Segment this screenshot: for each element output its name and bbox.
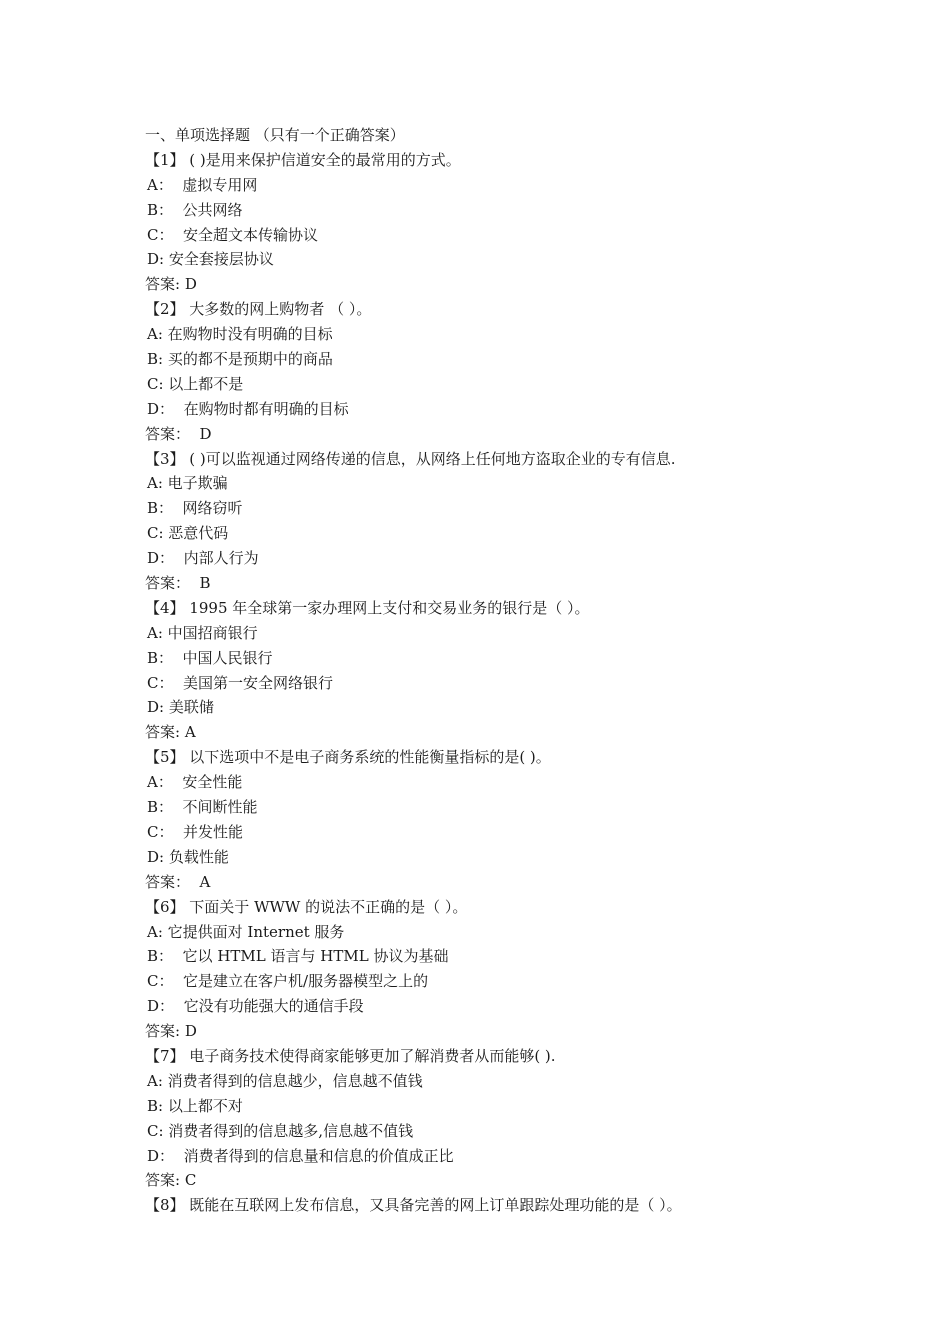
- answer-line: 答案: C: [145, 1171, 197, 1190]
- option-d: D： 它没有功能强大的通信手段: [147, 997, 364, 1016]
- option-a: A: 电子欺骗: [147, 474, 228, 493]
- question-3: [145, 447, 905, 596]
- answer-line: 答案： A: [145, 872, 211, 891]
- option-d: D： 消费者得到的信息量和信息的价值成正比: [147, 1146, 454, 1165]
- option-b: B： 不间断性能: [147, 798, 258, 817]
- option-d: D: 安全套接层协议: [147, 250, 274, 269]
- section-title: 一、单项选择题 （只有一个正确答案）: [145, 126, 405, 144]
- question-text: 【1】 ( )是用来保护信道安全的最常用的方式。: [145, 150, 461, 169]
- question-text: 【7】 电子商务技术使得商家能够更加了解消费者从而能够( ).: [145, 1046, 556, 1065]
- option-b: B： 公共网络: [147, 200, 243, 219]
- option-b: B： 它以 HTML 语言与 HTML 协议为基础: [147, 947, 449, 966]
- answer-line: 答案： D: [145, 424, 212, 443]
- option-c: C： 它是建立在客户机/服务器模型之上的: [147, 972, 429, 991]
- question-text: 【2】 大多数的网上购物者 （ ）。: [145, 300, 372, 319]
- question-7: [145, 1044, 905, 1193]
- option-b: B: 买的都不是预期中的商品: [147, 350, 333, 369]
- option-a: A: 在购物时没有明确的目标: [147, 325, 333, 344]
- option-a: A: 消费者得到的信息越少，信息越不值钱: [147, 1071, 423, 1090]
- answer-line: 答案: A: [145, 723, 196, 742]
- question-5: [145, 745, 905, 894]
- question-text: 【5】 以下选项中不是电子商务系统的性能衡量指标的是( )。: [145, 748, 551, 767]
- option-a: A： 安全性能: [147, 773, 243, 792]
- option-b: B: 以上都不对: [147, 1096, 243, 1115]
- option-d: D: 美联储: [147, 698, 214, 717]
- option-d: D： 内部人行为: [147, 549, 259, 568]
- question-text: 【6】 下面关于 WWW 的说法不正确的是（ ）。: [145, 897, 468, 916]
- option-c: C： 并发性能: [147, 822, 244, 841]
- option-b: B： 网络窃听: [147, 499, 243, 518]
- option-a: A: 它提供面对 Internet 服务: [147, 922, 345, 941]
- option-c: C: 消费者得到的信息越多,信息越不值钱: [147, 1121, 414, 1140]
- option-d: D： 在购物时都有明确的目标: [147, 399, 349, 418]
- option-a: A: 中国招商银行: [147, 623, 258, 642]
- option-c: C: 以上都不是: [147, 374, 244, 393]
- option-c: C: 恶意代码: [147, 524, 229, 543]
- option-d: D: 负载性能: [147, 847, 229, 866]
- option-b: B： 中国人民银行: [147, 648, 273, 667]
- answer-line: 答案: D: [145, 275, 197, 294]
- question-6: [145, 895, 905, 1044]
- question-8: [145, 1193, 905, 1218]
- question-2: [145, 297, 905, 446]
- question-text: 【3】 ( )可以监视通过网络传递的信息，从网络上任何地方盗取企业的专有信息.: [145, 449, 676, 468]
- question-text: 【4】 1995 年全球第一家办理网上支付和交易业务的银行是（ ）。: [145, 598, 590, 617]
- option-c: C： 安全超文本传输协议: [147, 225, 319, 244]
- answer-line: 答案： B: [145, 574, 211, 593]
- question-text: 【8】 既能在互联网上发布信息，又具备完善的网上订单跟踪处理功能的是（ ）。: [145, 1196, 682, 1215]
- option-a: A： 虚拟专用网: [147, 175, 258, 194]
- question-1: [145, 148, 905, 297]
- question-4: [145, 596, 905, 745]
- answer-line: 答案: D: [145, 1022, 197, 1041]
- document-body: [145, 123, 905, 1218]
- option-c: C： 美国第一安全网络银行: [147, 673, 334, 692]
